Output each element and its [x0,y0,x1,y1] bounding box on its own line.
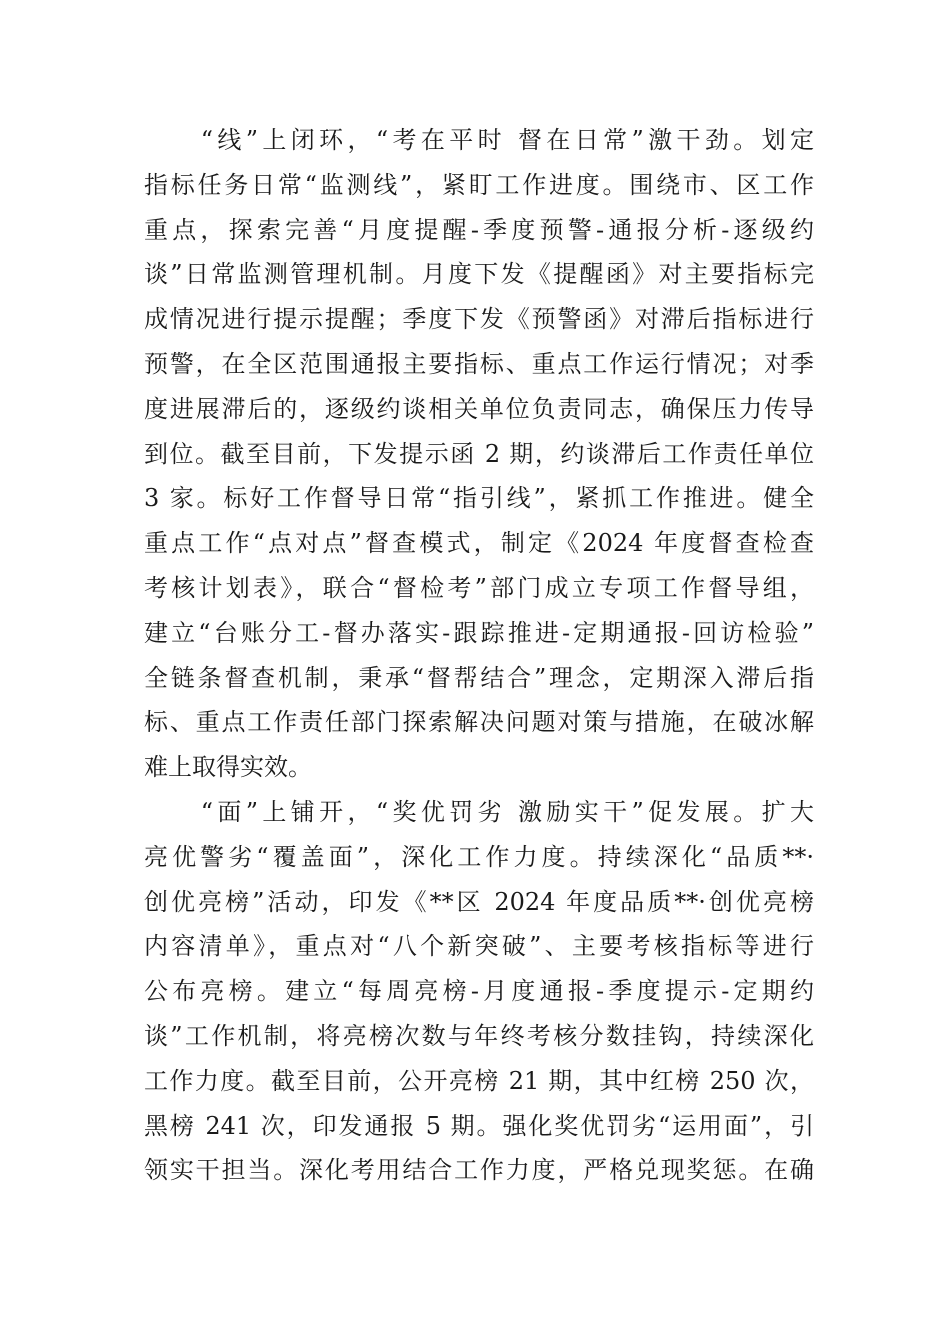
paragraph-line: 建立“台账分工-督办落实-跟踪推进-定期通报-回访检验” [144,618,814,647]
paragraph-line: 黑榜 241 次，印发通报 5 期。强化奖优罚劣“运用面”，引 [144,1111,814,1140]
paragraph-line: 考核计划表》，联合“督检考”部门成立专项工作督导组， [144,573,814,602]
paragraph-line: 谈”日常监测管理机制。月度下发《提醒函》对主要指标完 [144,260,814,289]
paragraph-line: 重点工作“点对点”督查模式，制定《2024 年度督查检查 [144,529,814,558]
paragraph-line: 领实干担当。深化考用结合工作力度，严格兑现奖惩。在确 [144,1156,814,1185]
paragraph-line: “线”上闭环，“考在平时 督在日常”激干劲。划定 [144,126,814,154]
paragraph-line: 度进展滞后的，逐级约谈相关单位负责同志，确保压力传导 [144,394,814,423]
paragraph-line: 亮优警劣“覆盖面”，深化工作力度。持续深化“品质**· [144,842,814,871]
paragraph-line: 3 家。标好工作督导日常“指引线”，紧抓工作推进。健全 [144,484,814,513]
paragraph-line: 工作力度。截至目前，公开亮榜 21 期，其中红榜 250 次， [144,1066,814,1095]
paragraph-line: 全链条督查机制，秉承“督帮结合”理念，定期深入滞后指 [144,663,814,692]
paragraph-line: 重点，探索完善“月度提醒-季度预警-通报分析-逐级约 [144,215,814,244]
paragraph-line: 谈”工作机制，将亮榜次数与年终考核分数挂钩，持续深化 [144,1021,814,1050]
document-body [144,118,814,1193]
paragraph-surface-incentives [144,790,814,1193]
paragraph-line: 到位。截至目前，下发提示函 2 期，约谈滞后工作责任单位 [144,439,814,468]
paragraph-line: 标、重点工作责任部门探索解决问题对策与措施，在破冰解 [144,708,814,737]
paragraph-line: 指标任务日常“监测线”，紧盯工作进度。围绕市、区工作 [144,170,814,199]
paragraph-line: 预警，在全区范围通报主要指标、重点工作运行情况；对季 [144,349,814,378]
paragraph-line-monitoring [144,118,814,790]
paragraph-line: 难上取得实效。 [144,753,312,782]
paragraph-line: “面”上铺开，“奖优罚劣 激励实干”促发展。扩大 [144,797,814,826]
paragraph-line: 创优亮榜”活动，印发《**区 2024 年度品质**·创优亮榜 [144,887,814,916]
paragraph-line: 内容清单》，重点对“八个新突破”、主要考核指标等进行 [144,932,814,961]
paragraph-line: 公布亮榜。建立“每周亮榜-月度通报-季度提示-定期约 [144,977,814,1006]
paragraph-line: 成情况进行提示提醒；季度下发《预警函》对滞后指标进行 [144,305,814,334]
